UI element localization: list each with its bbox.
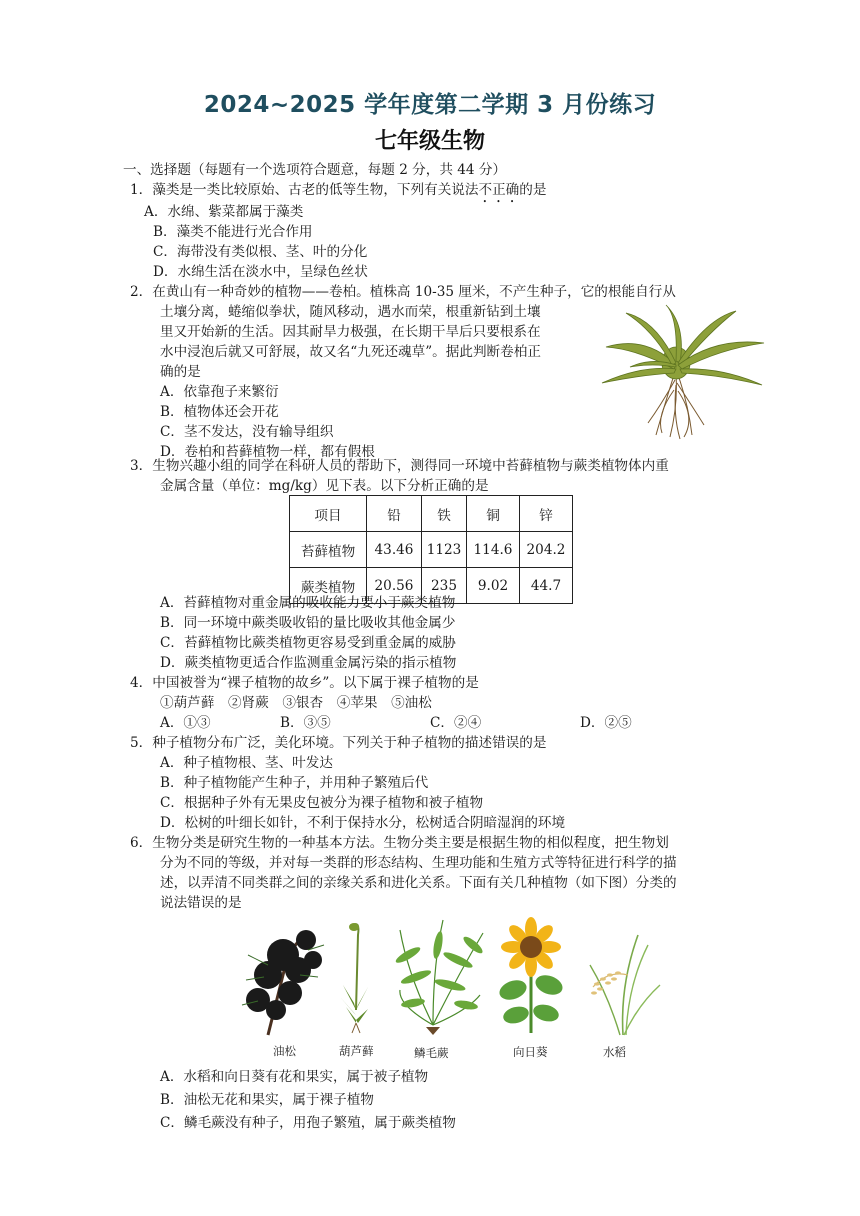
page-title: 2024~2025 学年度第二学期 3 月份练习 [203, 92, 657, 118]
section-heading: 一、选择题（每题有一个选项符合题意，每题 2 分，共 44 分） [123, 162, 507, 178]
page-subtitle: 七年级生物 [374, 129, 485, 154]
q6-option: C．鳞毛蕨没有种子，用孢子繁殖，属于蕨类植物 [160, 1115, 456, 1131]
q6-stem-line: 6．生物分类是研究生物的一种基本方法。生物分类主要是根据生物的相似程度，把生物划 [130, 835, 669, 851]
q2-stem-line: 水中浸泡后就又可舒展，故又名“九死还魂草”。据此判断卷柏正 [160, 344, 541, 360]
q4-option: D．②⑤ [580, 715, 632, 731]
q3-option: D．蕨类植物更适合作监测重金属污染的指示植物 [160, 655, 457, 671]
table-header-cell: 项目 [290, 496, 367, 532]
q1-option: B．藻类不能进行光合作用 [153, 224, 313, 240]
q1-option: C．海带没有类似根、茎、叶的分化 [153, 244, 368, 260]
q6-stem-line: 说法错误的是 [160, 895, 242, 911]
table-cell: 苔藓植物 [290, 532, 367, 568]
rice-icon [590, 935, 660, 1035]
q4-option: B．③⑤ [280, 715, 331, 731]
q1-emphasis: 不正确 [478, 182, 520, 198]
table-cell: 43.46 [367, 532, 422, 568]
q5-stem: 5．种子植物分布广泛，美化环境。下列关于种子植物的描述错误的是 [130, 735, 547, 751]
q1-option: D．水绵生活在淡水中，呈绿色丝状 [153, 264, 368, 280]
q4-option: A．①③ [160, 715, 211, 731]
moss-icon [340, 923, 372, 1033]
plant-label: 葫芦藓 [339, 1044, 374, 1058]
table-cell: 蕨类植物 [290, 568, 367, 604]
pine-icon [242, 930, 324, 1035]
q1-stem-end: 的是 [519, 182, 547, 198]
q2-option: B．植物体还会开花 [160, 404, 279, 420]
table-cell: 114.6 [467, 532, 520, 568]
q2-stem-line: 土壤分离，蜷缩似拳状，随风移动，遇水而荣，根重新钻到土壤 [160, 304, 541, 320]
q3-stem-line: 3．生物兴趣小组的同学在科研人员的帮助下，测得同一环境中苔藓植物与蕨类植物体内重 [130, 458, 669, 474]
selaginella-plant-image [596, 305, 768, 440]
table-cell: 1123 [422, 532, 467, 568]
table-header-cell: 铜 [467, 496, 520, 532]
q4-items: ①葫芦藓 ②肾蕨 ③银杏 ④苹果 ⑤油松 [160, 695, 432, 711]
q5-option: C．根据种子外有无果皮包被分为裸子植物和被子植物 [160, 795, 484, 811]
q6-option: A．水稻和向日葵有花和果实，属于被子植物 [160, 1069, 429, 1085]
q2-option: A．依靠孢子来繁衍 [160, 384, 279, 400]
q1-stem-text: 1．藻类是一类比较原始、古老的低等生物，下列有关说法 [130, 182, 479, 198]
fern-icon [394, 920, 485, 1035]
table-row [290, 532, 573, 568]
q3-option: A．苔藓植物对重金属的吸收能力要小于蕨类植物 [160, 595, 456, 611]
q3-option: B．同一环境中蕨类吸收铅的量比吸收其他金属少 [160, 615, 456, 631]
q5-option: B．种子植物能产生种子，并用种子繁殖后代 [160, 775, 429, 791]
q2-option: C．茎不发达，没有输导组织 [160, 424, 334, 440]
q6-stem-line: 分为不同的等级，并对每一类群的形态结构、生理功能和生殖方式等特征进行科学的描 [160, 855, 677, 871]
table-cell: 9.02 [467, 568, 520, 604]
q2-stem-line: 确的是 [160, 364, 201, 380]
q4-option: C．②④ [430, 715, 482, 731]
table-header-cell: 锌 [520, 496, 573, 532]
q2-stem-line: 2．在黄山有一种奇妙的植物——卷柏。植株高 10-35 厘米，不产生种子，它的根能自行从 [130, 284, 676, 300]
q3-option: C．苔藓植物比蕨类植物更容易受到重金属的威胁 [160, 635, 456, 651]
table-cell: 44.7 [520, 568, 573, 604]
heavy-metal-table [289, 495, 573, 604]
q5-option: D．松树的叶细长如针，不利于保持水分，松树适合阴暗湿润的环境 [160, 815, 566, 831]
q6-stem-line: 述，以弄清不同类群之间的亲缘关系和进化关系。下面有关几种植物（如下图）分类的 [160, 875, 677, 891]
plant-label: 水稻 [603, 1045, 626, 1059]
table-header-cell: 铅 [367, 496, 422, 532]
table-header-cell: 铁 [422, 496, 467, 532]
q1-option: A．水绵、紫菜都属于藻类 [144, 204, 304, 220]
table-header-row [290, 496, 573, 532]
sunflower-icon [497, 917, 565, 1033]
q6-option: B．油松无花和果实，属于裸子植物 [160, 1092, 374, 1108]
table-cell: 20.56 [367, 568, 422, 604]
q2-stem-line: 里又开始新的生活。因其耐旱力极强，在长期干旱后只要根系在 [160, 324, 541, 340]
q2-option: D．卷柏和苔藓植物一样，都有假根 [160, 444, 375, 460]
plant-label: 向日葵 [513, 1045, 548, 1059]
q5-option: A．种子植物根、茎、叶发达 [160, 755, 333, 771]
table-cell: 204.2 [520, 532, 573, 568]
plant-label: 油松 [273, 1044, 296, 1058]
plant-illustrations [228, 915, 668, 1040]
q4-stem: 4．中国被誉为“裸子植物的故乡”。以下属于裸子植物的是 [130, 675, 479, 691]
plant-label: 鳞毛蕨 [414, 1046, 449, 1060]
table-cell: 235 [422, 568, 467, 604]
q3-stem-line: 金属含量（单位：mg/kg）见下表。以下分析正确的是 [160, 478, 489, 494]
